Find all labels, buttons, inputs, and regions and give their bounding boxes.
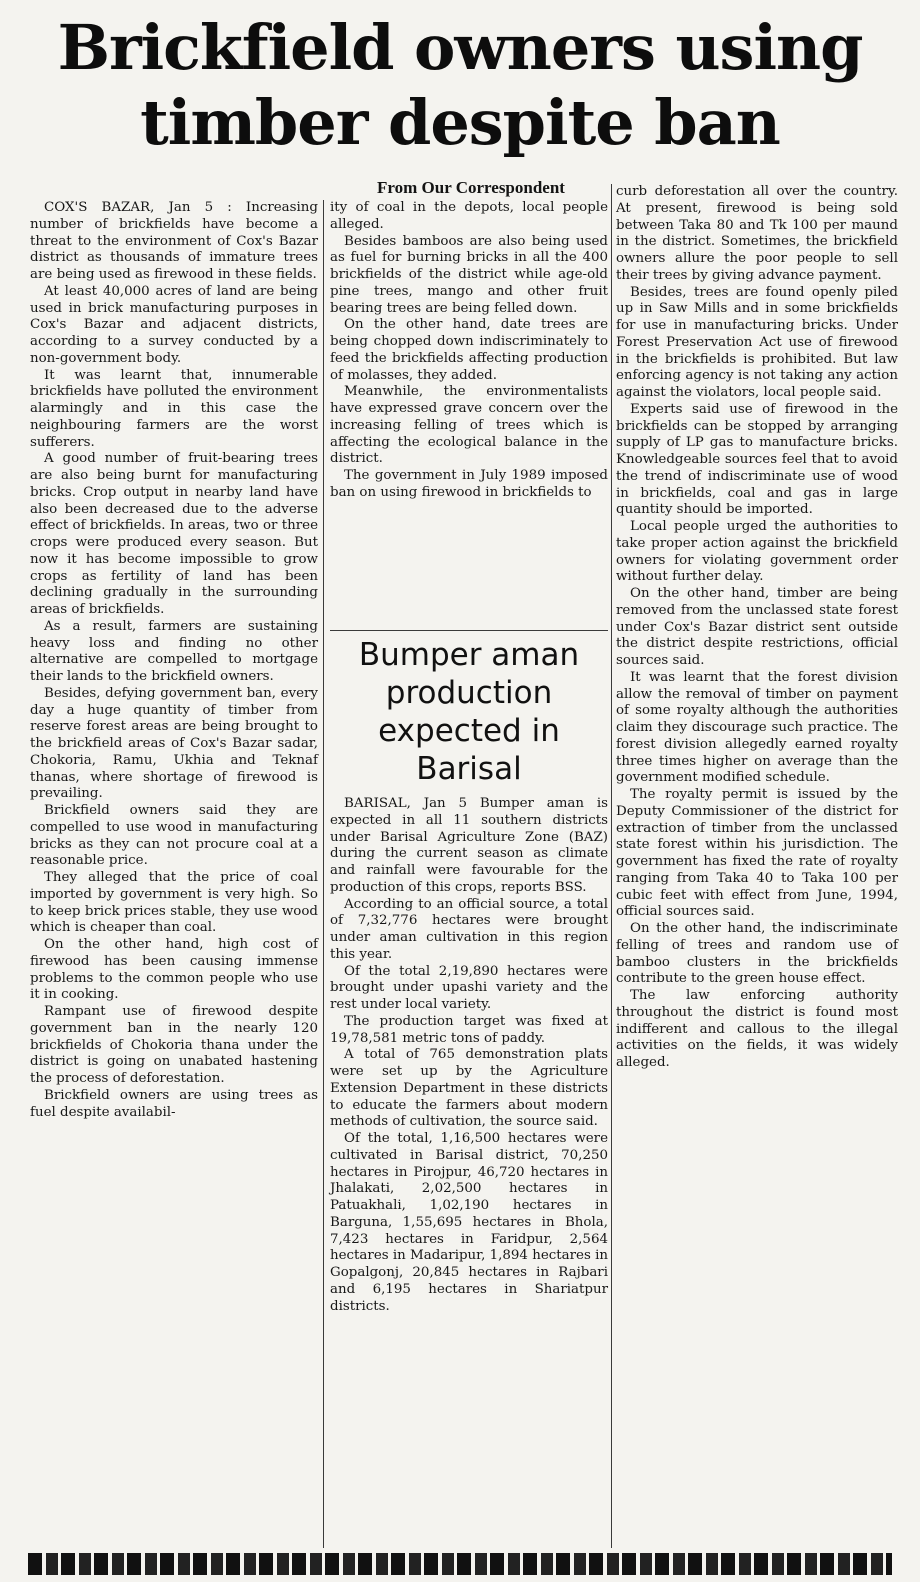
article-headline: Brickfield owners using timber despite ban [57, 11, 863, 159]
paragraph: ity of coal in the depots, local people alleged. [330, 200, 608, 232]
paragraph: According to an official source, a total of 7,32,776 hectares were brought under aman cultivation in this region this year. [330, 896, 608, 962]
paragraph: Experts said use of firewood in the brickfields can be stopped by arranging supply of LP gas to manufacture bricks. Knowledgeable sources feel that to avoid the trend of indiscriminate use of wood in brickfields, coal and gas in large quantity should be imported. [616, 401, 898, 518]
paragraph: On the other hand, date trees are being chopped down indiscriminately to feed the brickfields affecting production of molasses, they added. [330, 317, 608, 383]
next-article-cutoff [28, 1553, 892, 1575]
paragraph: Brickfield owners said they are compelled to use wood in manufacturing bricks as they can not procure coal at a reasonable price. [30, 803, 318, 869]
column-rule-right [611, 184, 612, 1548]
paragraph: Meanwhile, the environmentalists have expressed grave concern over the increasing felling of trees which is affecting the ecological balance in the district. [330, 384, 608, 467]
paragraph: The royalty permit is issued by the Deputy Commissioner of the district for extraction of timber from the unclassed state forest within his jurisdiction. The government has fixed the rate of royalty ranging from Taka 40 to Taka 100 per cubic feet with effect from June, 1994, official sources said. [616, 787, 898, 920]
paragraph: The government in July 1989 imposed ban on using firewood in brickfields to [330, 468, 608, 500]
paragraph: They alleged that the price of coal imported by government is very high. So to keep brick prices stable, they use wood which is cheaper than coal. [30, 870, 318, 936]
paragraph: Of the total 2,19,890 hectares were brought under upashi variety and the rest under local variety. [330, 963, 608, 1012]
paragraph: At least 40,000 acres of land are being used in brick manufacturing purposes in Cox's Bazar and adjacent districts, according to a survey conducted by a non-government body. [30, 283, 318, 366]
paragraph: On the other hand, timber are being removed from the unclassed state forest under Cox's Bazar district sent outside the district despite restrictions, official sources said. [616, 586, 898, 668]
article-column-1 [30, 200, 318, 1121]
column-rule-left [323, 200, 324, 1548]
paragraph: The production target was fixed at 19,78,581 metric tons of paddy. [330, 1013, 608, 1046]
paragraph: curb deforestation all over the country. At present, firewood is being sold between Taka 80 and Tk 100 per maund in the district. Sometimes, the brickfield owners allure the poor people to sell their trees by giving advance payment. [616, 184, 898, 283]
paragraph: A total of 765 demonstration plats were set up by the Agriculture Extension Department in these districts to educate the farmers about modern methods of cultivation, the source said. [330, 1047, 608, 1130]
paragraph: As a result, farmers are sustaining heavy loss and finding no other alternative are compelled to mortgage their lands to the brickfield owners. [30, 618, 318, 684]
article-separator [330, 630, 608, 631]
paragraph: Besides bamboos are also being used as fuel for burning bricks in all the 400 brickfields of the district while age-old pine trees, mango and other fruit bearing trees are being felled down. [330, 233, 608, 316]
second-article-headline: Bumper aman production expected in Barisal [358, 637, 580, 787]
paragraph: Brickfield owners are using trees as fuel despite availabil- [30, 1087, 318, 1120]
paragraph: The law enforcing authority throughout the district is found most indifferent and callous to the illegal activities on the fields, it was widely alleged. [616, 988, 898, 1070]
paragraph: BARISAL, Jan 5 Bumper aman is expected in all 11 southern districts under Barisal Agriculture Zone (BAZ) during the current season as climate and rainfall were favourable for the production of this crops, reports BSS. [330, 796, 608, 895]
second-article-body [330, 796, 608, 1315]
paragraph: Besides, trees are found openly piled up in Saw Mills and in some brickfields for use in manufacturing bricks. Under Forest Preservation Act use of firewood in the brickfields is prohibited. But law enforcing agency is not taking any action against the violators, local people said. [616, 284, 898, 400]
paragraph: A good number of fruit-bearing trees are also being burnt for manufacturing bricks. Crop output in nearby land have also been decreased due to the adverse effect of brickfields. In areas, two or three crops were produced every season. But now it has become impossible to grow crops as fertility of land has been declining gradually in the surrounding areas of brickfields. [30, 451, 318, 617]
article-byline: From Our Correspondent [377, 178, 565, 197]
paragraph: It was learnt that the forest division allow the removal of timber on payment of some royalty although the authorities claim they discourage such practice. The forest division allegedly earned royalty three times higher on average than the government modified schedule. [616, 669, 898, 786]
article-column-2 [330, 200, 608, 502]
paragraph: On the other hand, the indiscriminate felling of trees and random use of bamboo clusters in the brickfields contribute to the green house effect. [616, 921, 898, 987]
paragraph: Besides, defying government ban, every day a huge quantity of timber from reserve forest areas are being brought to the brickfield areas of Cox's Bazar sadar, Chokoria, Ramu, Ukhia and Teknaf thanas, where shortage of firewood is prevailing. [30, 685, 318, 802]
paragraph: Local people urged the authorities to take proper action against the brickfield owners for violating government order without further delay. [616, 519, 898, 585]
paragraph: It was learnt that, innumerable brickfields have polluted the environment alarmingly and in this case the neighbouring farmers are the worst sufferers. [30, 367, 318, 450]
paragraph: Rampant use of firewood despite government ban in the nearly 120 brickfields of Chokoria thana under the district is going on unabated hastening the process of deforestation. [30, 1004, 318, 1086]
paragraph: Of the total, 1,16,500 hectares were cultivated in Barisal district, 70,250 hectares in Pirojpur, 46,720 hectares in Jhalakati, 2,02,500 hectares in Patuakhali, 1,02,190 hectares in Barguna, 1,55,695 hectares in Bhola, 7,423 hectares in Faridpur, 2,564 hectares in Madaripur, 1,894 hectares in Gopalgonj, 20,845 hectares in Rajbari and 6,195 hectares in Shariatpur districts. [330, 1131, 608, 1314]
paragraph: On the other hand, high cost of firewood has been causing immense problems to the common people who use it in cooking. [30, 937, 318, 1003]
article-column-3 [616, 184, 898, 1072]
paragraph: COX'S BAZAR, Jan 5 : Increasing number of brickfields have become a threat to the environment of Cox's Bazar district as thousands of immature trees are being used as firewood in these fields. [30, 200, 318, 282]
